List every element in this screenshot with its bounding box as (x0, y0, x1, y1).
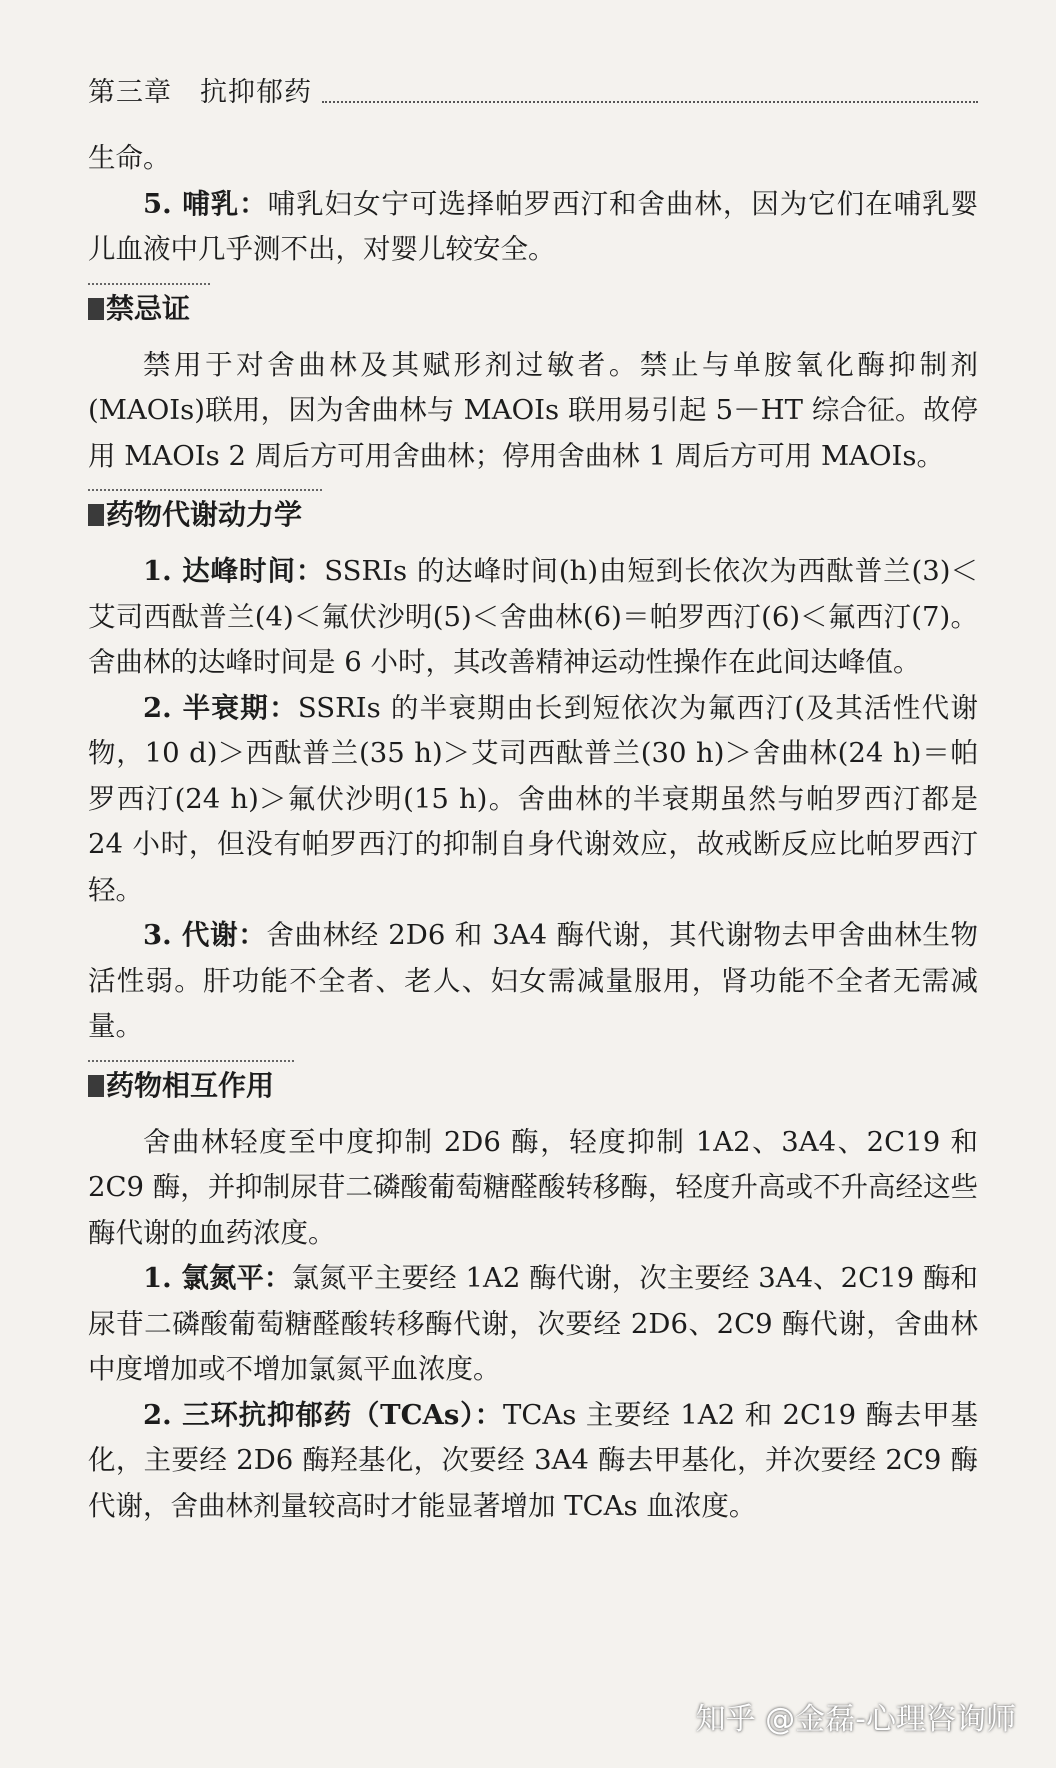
item-breastfeeding (88, 182, 978, 273)
square-bullet-icon (88, 1075, 104, 1097)
item-label: 3. 代谢： (143, 919, 267, 951)
section-heading-pharmacokinetics (88, 495, 322, 535)
section-title: 禁忌证 (106, 291, 191, 325)
pk-item-metabolism (88, 913, 978, 1050)
item-text: SSRIs 的半衰期由长到短依次为氟西汀(及其活性代谢物，10 d)＞西酞普兰(35 h)＞艾司西酞普兰(30 h)＞舍曲林(24 h)＝帕罗西汀(24 h)＞氟伏沙明(15 h)。舍曲林的半衰期虽然与帕罗西汀都是 24 小时，但没有帕罗西汀的抑制自身代谢效应，故戒断反应比帕罗西汀轻。 (88, 691, 978, 906)
header-rule (322, 101, 978, 103)
pk-item-half-life (88, 686, 978, 914)
item-label: 2. 三环抗抑郁药（TCAs）： (143, 1398, 503, 1431)
continued-line: 生命。 (88, 142, 171, 174)
item-text: 舍曲林经 2D6 和 3A4 酶代谢，其代谢物去甲舍曲林生物活性弱。肝功能不全者、老人、妇女需减量服用，肾功能不全者无需减量。 (88, 919, 978, 1042)
item-label: 2. 半衰期： (143, 691, 298, 724)
square-bullet-icon (88, 298, 104, 320)
pk-item-peak-time (88, 549, 978, 686)
item-label: 1. 氯氮平： (143, 1262, 292, 1294)
item-text: TCAs 主要经 1A2 和 2C19 酶去甲基化，主要经 2D6 酶羟基化，次要经 3A4 酶去甲基化，并次要经 2C9 酶代谢，舍曲林剂量较高时才能显著增加 TCAs 血浓度。 (88, 1398, 978, 1522)
interaction-item-clozapine (88, 1256, 978, 1393)
section-title: 药物代谢动力学 (106, 498, 303, 531)
chapter-title: 第三章 抗抑郁药 (88, 77, 312, 108)
square-bullet-icon (88, 504, 104, 526)
contraindications-paragraph: 禁用于对舍曲林及其赋形剂过敏者。禁止与单胺氧化酶抑制剂(MAOIs)联用，因为舍曲林与 MAOIs 联用易引起 5－HT 综合征。故停用 MAOIs 2 周后方可用舍曲林；停用舍曲林 1 周后方可用 MAOIs。 (88, 348, 978, 472)
page-content (88, 136, 978, 1529)
item-text: SSRIs 的达峰时间(h)由短到长依次为西酞普兰(3)＜艾司西酞普兰(4)＜氟伏沙明(5)＜舍曲林(6)＝帕罗西汀(6)＜氟西汀(7)。舍曲林的达峰时间是 6 小时，其改善精神运动性操作在此间达峰值。 (88, 555, 978, 678)
item-text: 氯氮平主要经 1A2 酶代谢，次主要经 3A4、2C19 酶和尿苷二磷酸葡萄糖醛酸转移酶代谢，次要经 2D6、2C9 酶代谢，舍曲林中度增加或不增加氯氮平血浓度。 (88, 1262, 978, 1385)
section-heading-contraindications (88, 289, 210, 329)
interactions-paragraph: 舍曲林轻度至中度抑制 2D6 酶，轻度抑制 1A2、3A4、2C19 和 2C9 酶，并抑制尿苷二磷酸葡萄糖醛酸转移酶，轻度升高或不升高经这些酶代谢的血药浓度。 (88, 1125, 978, 1249)
zhihu-watermark: 知乎 @金磊-心理咨询师 (695, 1702, 1016, 1737)
interaction-item-tcas (88, 1393, 978, 1530)
section-heading-interactions (88, 1066, 294, 1106)
item-label: 1. 达峰时间： (143, 555, 325, 587)
page-header (88, 70, 978, 109)
section-title: 药物相互作用 (106, 1068, 275, 1102)
item-text: 哺乳妇女宁可选择帕罗西汀和舍曲林，因为它们在哺乳婴儿血液中几乎测不出，对婴儿较安全。 (88, 187, 978, 265)
item-label: 5. 哺乳： (143, 187, 268, 220)
